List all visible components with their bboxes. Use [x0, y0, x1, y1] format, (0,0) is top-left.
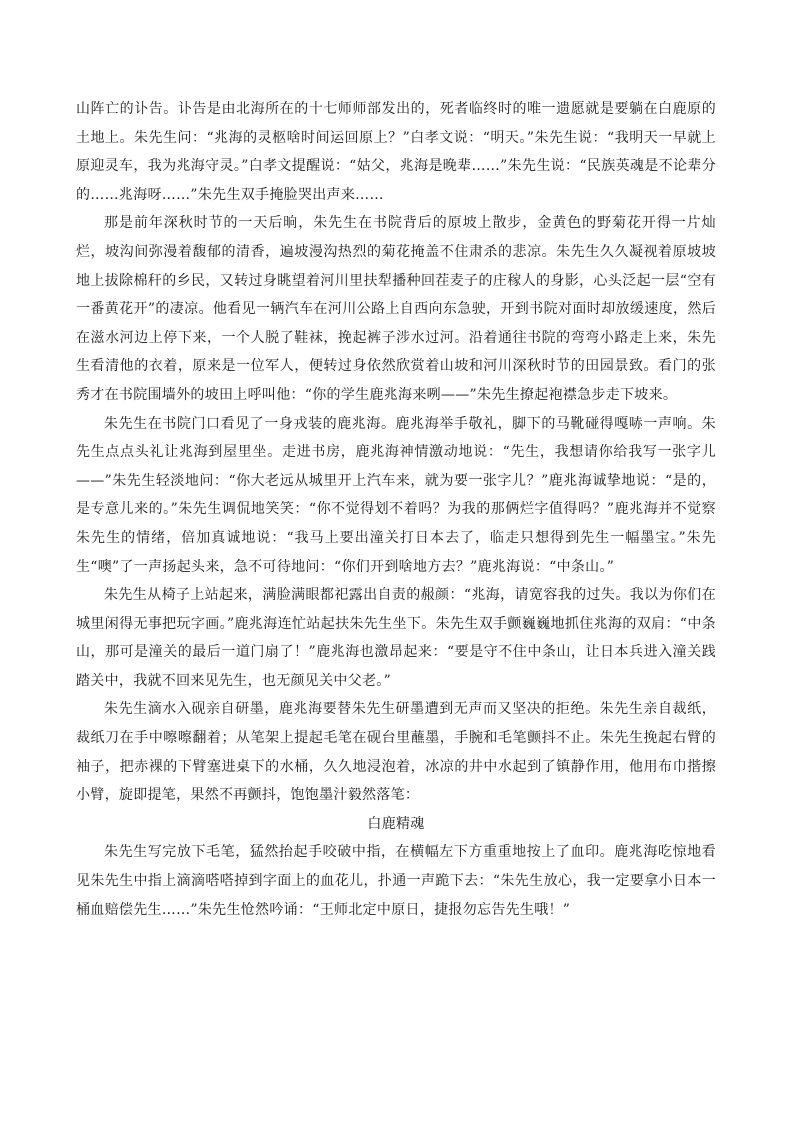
paragraph-2: 那是前年深秋时节的一天后晌，朱先生在书院背后的原坡上散步，金黄色的野菊花开得一片灿烂，坡沟间弥漫着馥郁的清香，遍坡漫沟热烈的菊花掩盖不住肃杀的悲凉。朱先生久久凝视着原坡坡地上拔除棉秆的乡民，又转过身眺望着河川里扶犁播种回茬麦子的庄稼人的身影，心头泛起一层“空有一番黄花开”的凄凉。他看见一辆汽车在河川公路上自西向东急驶，开到书院对面时却放缓速度，然后在滋水河边上停下来，一个人脱了鞋袜，挽起裤子涉水过河。沿着通往书院的弯弯小路走上来，朱先生看清他的衣着，原来是一位军人，便转过身依然欣赏着山坡和河川深秋时节的田园景致。看门的张秀才在书院围墙外的坡田上呼叫他：“你的学生鹿兆海来咧——”朱先生撩起袍襟急步走下坡来。 — [76, 215, 716, 403]
paragraph-4: 朱先生从椅子上站起来，满脸满眼都祀露出自责的赧颜：“兆海，请宽容我的过失。我以为你们在城里闲得无事把玩字画。”鹿兆海连忙站起扶朱先生坐下。朱先生双手颤巍巍地抓住兆海的双肩：“中条山，那可是潼关的最后一道门扇了！”鹿兆海也激昂起来：“要是守不住中条山，让日本兵进入潼关践踏关中，我就不回来见先生，也无颜见关中父老。” — [76, 587, 716, 689]
document-body — [76, 95, 716, 924]
paragraph-1: 山阵亡的讣告。讣告是由北海所在的十七师师部发出的，死者临终时的唯一遗愿就是要躺在白鹿原的土地上。朱先生问：“兆海的灵柩啥时间运回原上？”白孝文说：“明天。”朱先生说：“我明天一早就上原迎灵车，我为兆海守灵。”白孝文提醒说：“姑父，兆海是晚辈……”朱先生说：“民族英魂是不论辈分的……兆海呀……”朱先生双手掩脸哭出声来…… — [76, 101, 716, 203]
paragraph-3: 朱先生在书院门口看见了一身戎装的鹿兆海。鹿兆海举手敬礼，脚下的马靴碰得嘎哧一声响。朱先生点点头礼让兆海到屋里坐。走进书房，鹿兆海神情激动地说：“先生，我想请你给我写一张字儿——”朱先生轻淡地问：“你大老远从城里开上汽车来，就为要一张字儿？”鹿兆海诚挚地说：“是的，是专意儿来的。”朱先生调侃地笑笑：“你不觉得划不着吗？为我的那俩烂字值得吗？”鹿兆海并不觉察朱先生的情绪，倍加真诚地说：“我马上要出潼关打日本去了，临走只想得到先生一幅墨宝。”朱先生“噢”了一声扬起头来，急不可待地问：“你们开到啥地方去？”鹿兆海说：“中条山。” — [76, 415, 716, 575]
paragraph-6: 朱先生写完放下毛笔，猛然抬起手咬破中指，在横幅左下方重重地按上了血印。鹿兆海吃惊地看见朱先生中指上滴滴嗒嗒掉到字面上的血花儿，扑通一声跪下去：“朱先生放心，我一定要拿小日本一桶血赔偿先生……”朱先生怆然吟诵：“王师北定中原日，捷报勿忘告先生哦！” — [76, 844, 716, 918]
paragraph-5: 朱先生滴水入砚亲自研墨，鹿兆海要替朱先生研墨遭到无声而又坚决的拒绝。朱先生亲自裁纸，裁纸刀在手中嚓嚓翻着；从笔架上提起毛笔在砚台里蘸墨，手腕和毛笔颤抖不止。朱先生挽起右臂的袖子，把赤裸的下臂塞进桌下的水桶，久久地浸泡着，冰凉的井中水起到了镇静作用，他用布巾揩擦小臂，旋即提笔，果然不再颤抖，饱饱墨汁毅然落笔： — [76, 701, 716, 804]
inscription-title: 白鹿精魂 — [367, 815, 425, 832]
